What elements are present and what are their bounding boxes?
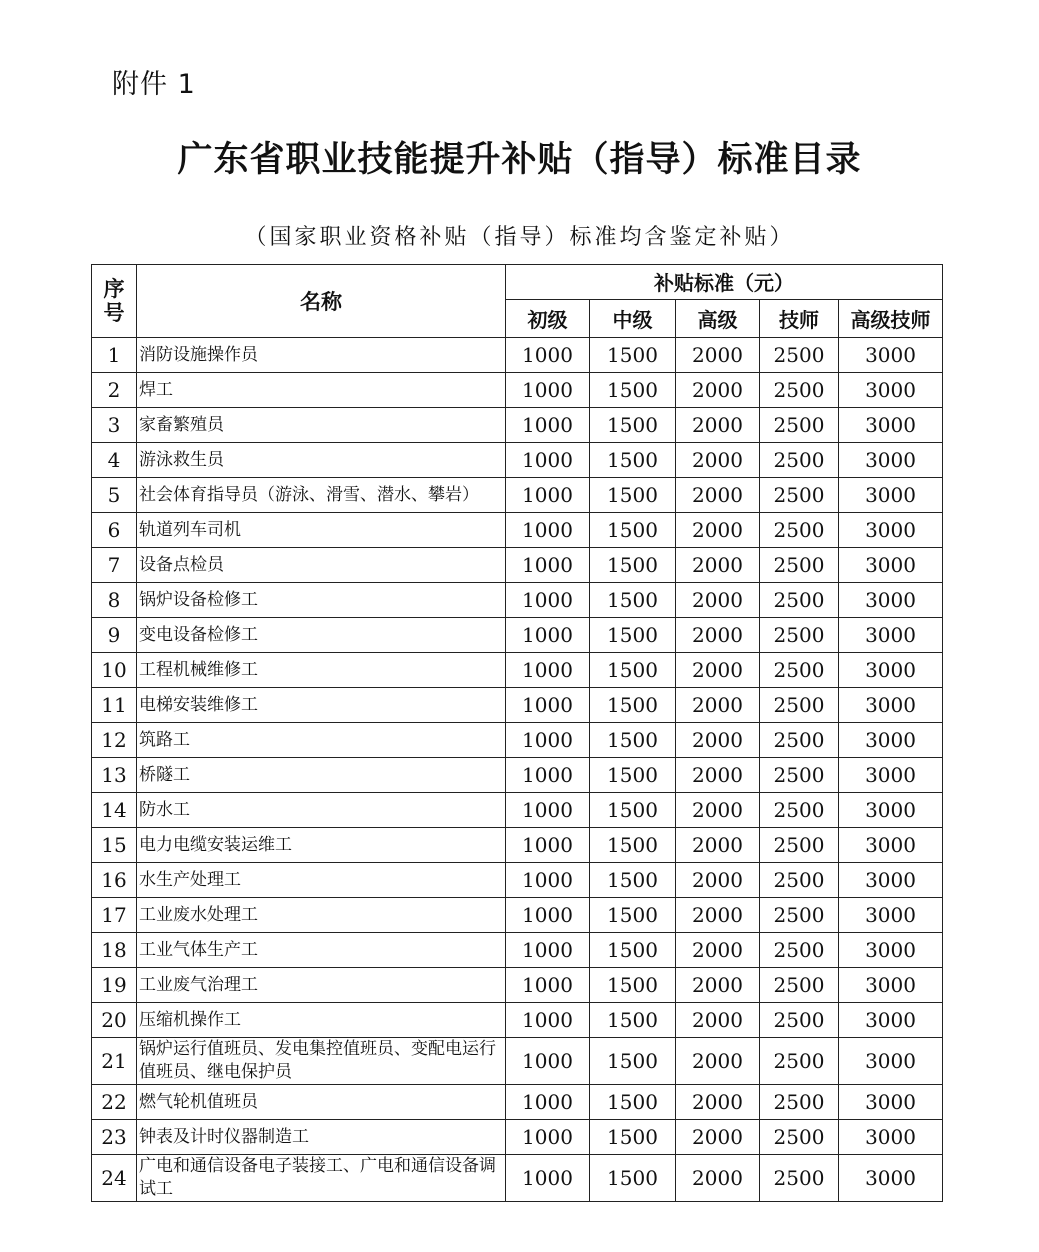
row-value-senior-technician: 3000 bbox=[839, 513, 943, 548]
row-name: 桥隧工 bbox=[137, 758, 506, 793]
row-seq: 17 bbox=[92, 898, 137, 933]
row-value-intermediate: 1500 bbox=[590, 653, 676, 688]
row-value-technician: 2500 bbox=[760, 968, 839, 1003]
row-value-intermediate: 1500 bbox=[590, 373, 676, 408]
row-name: 燃气轮机值班员 bbox=[137, 1085, 506, 1120]
row-value-senior: 2000 bbox=[676, 863, 760, 898]
row-value-intermediate: 1500 bbox=[590, 828, 676, 863]
row-value-intermediate: 1500 bbox=[590, 1120, 676, 1155]
row-value-senior-technician: 3000 bbox=[839, 793, 943, 828]
row-value-senior: 2000 bbox=[676, 653, 760, 688]
row-value-junior: 1000 bbox=[506, 933, 590, 968]
row-value-senior-technician: 3000 bbox=[839, 1120, 943, 1155]
table-row bbox=[92, 758, 943, 793]
row-value-senior-technician: 3000 bbox=[839, 443, 943, 478]
row-value-junior: 1000 bbox=[506, 373, 590, 408]
row-seq: 23 bbox=[92, 1120, 137, 1155]
row-value-technician: 2500 bbox=[760, 338, 839, 373]
row-value-intermediate: 1500 bbox=[590, 898, 676, 933]
row-value-senior-technician: 3000 bbox=[839, 1155, 943, 1202]
row-value-senior-technician: 3000 bbox=[839, 373, 943, 408]
row-value-intermediate: 1500 bbox=[590, 758, 676, 793]
row-name: 游泳救生员 bbox=[137, 443, 506, 478]
row-value-junior: 1000 bbox=[506, 1155, 590, 1202]
row-value-senior: 2000 bbox=[676, 1003, 760, 1038]
table-row bbox=[92, 793, 943, 828]
row-value-senior-technician: 3000 bbox=[839, 408, 943, 443]
row-value-senior-technician: 3000 bbox=[839, 828, 943, 863]
row-value-intermediate: 1500 bbox=[590, 723, 676, 758]
table-row bbox=[92, 898, 943, 933]
row-value-technician: 2500 bbox=[760, 758, 839, 793]
row-value-intermediate: 1500 bbox=[590, 1003, 676, 1038]
row-name: 工业废水处理工 bbox=[137, 898, 506, 933]
row-seq: 20 bbox=[92, 1003, 137, 1038]
row-value-technician: 2500 bbox=[760, 828, 839, 863]
row-value-junior: 1000 bbox=[506, 618, 590, 653]
row-value-junior: 1000 bbox=[506, 513, 590, 548]
row-value-senior-technician: 3000 bbox=[839, 723, 943, 758]
header-seq bbox=[92, 265, 137, 338]
row-value-senior: 2000 bbox=[676, 618, 760, 653]
document-subtitle: （国家职业资格补贴（指导）标准均含鉴定补贴） bbox=[244, 225, 795, 250]
table-row bbox=[92, 1085, 943, 1120]
row-seq: 7 bbox=[92, 548, 137, 583]
row-name: 焊工 bbox=[137, 373, 506, 408]
table-row bbox=[92, 478, 943, 513]
row-value-technician: 2500 bbox=[760, 1003, 839, 1038]
row-value-intermediate: 1500 bbox=[590, 933, 676, 968]
row-value-junior: 1000 bbox=[506, 583, 590, 618]
row-seq: 16 bbox=[92, 863, 137, 898]
row-value-junior: 1000 bbox=[506, 1003, 590, 1038]
row-seq: 8 bbox=[92, 583, 137, 618]
table-row bbox=[92, 828, 943, 863]
table-row bbox=[92, 373, 943, 408]
row-value-technician: 2500 bbox=[760, 513, 839, 548]
row-value-senior-technician: 3000 bbox=[839, 583, 943, 618]
table-row bbox=[92, 688, 943, 723]
row-value-senior-technician: 3000 bbox=[839, 548, 943, 583]
row-name: 工业气体生产工 bbox=[137, 933, 506, 968]
row-value-senior: 2000 bbox=[676, 828, 760, 863]
row-value-senior-technician: 3000 bbox=[839, 1003, 943, 1038]
row-value-technician: 2500 bbox=[760, 653, 839, 688]
row-value-intermediate: 1500 bbox=[590, 1038, 676, 1085]
table-header bbox=[92, 265, 943, 338]
row-seq: 21 bbox=[92, 1038, 137, 1085]
table-row bbox=[92, 968, 943, 1003]
row-value-junior: 1000 bbox=[506, 408, 590, 443]
header-name: 名称 bbox=[137, 265, 506, 338]
row-value-intermediate: 1500 bbox=[590, 618, 676, 653]
row-value-technician: 2500 bbox=[760, 793, 839, 828]
row-value-junior: 1000 bbox=[506, 863, 590, 898]
row-seq: 13 bbox=[92, 758, 137, 793]
table-row bbox=[92, 1155, 943, 1202]
row-name: 锅炉运行值班员、发电集控值班员、变配电运行值班员、继电保护员 bbox=[137, 1038, 506, 1085]
row-value-technician: 2500 bbox=[760, 688, 839, 723]
row-value-senior: 2000 bbox=[676, 1038, 760, 1085]
row-value-junior: 1000 bbox=[506, 653, 590, 688]
row-value-junior: 1000 bbox=[506, 723, 590, 758]
row-value-junior: 1000 bbox=[506, 688, 590, 723]
table-row bbox=[92, 863, 943, 898]
row-value-senior-technician: 3000 bbox=[839, 338, 943, 373]
row-seq: 2 bbox=[92, 373, 137, 408]
row-value-junior: 1000 bbox=[506, 758, 590, 793]
row-value-intermediate: 1500 bbox=[590, 1085, 676, 1120]
row-value-technician: 2500 bbox=[760, 443, 839, 478]
row-value-senior-technician: 3000 bbox=[839, 898, 943, 933]
row-value-intermediate: 1500 bbox=[590, 548, 676, 583]
row-value-intermediate: 1500 bbox=[590, 513, 676, 548]
row-value-intermediate: 1500 bbox=[590, 793, 676, 828]
row-value-junior: 1000 bbox=[506, 1038, 590, 1085]
header-level-junior: 初级 bbox=[506, 299, 590, 337]
row-seq: 1 bbox=[92, 338, 137, 373]
row-seq: 15 bbox=[92, 828, 137, 863]
row-value-senior-technician: 3000 bbox=[839, 688, 943, 723]
row-value-junior: 1000 bbox=[506, 548, 590, 583]
row-value-senior: 2000 bbox=[676, 443, 760, 478]
row-value-senior-technician: 3000 bbox=[839, 863, 943, 898]
row-value-technician: 2500 bbox=[760, 1120, 839, 1155]
table-row bbox=[92, 723, 943, 758]
table-row bbox=[92, 548, 943, 583]
row-name: 家畜繁殖员 bbox=[137, 408, 506, 443]
row-value-intermediate: 1500 bbox=[590, 478, 676, 513]
row-value-junior: 1000 bbox=[506, 1085, 590, 1120]
row-value-junior: 1000 bbox=[506, 828, 590, 863]
table-row bbox=[92, 653, 943, 688]
row-value-senior: 2000 bbox=[676, 583, 760, 618]
row-value-intermediate: 1500 bbox=[590, 583, 676, 618]
table-row bbox=[92, 338, 943, 373]
row-value-technician: 2500 bbox=[760, 373, 839, 408]
row-value-senior: 2000 bbox=[676, 478, 760, 513]
table-row bbox=[92, 443, 943, 478]
row-name: 变电设备检修工 bbox=[137, 618, 506, 653]
row-value-junior: 1000 bbox=[506, 443, 590, 478]
row-value-senior: 2000 bbox=[676, 373, 760, 408]
row-value-senior-technician: 3000 bbox=[839, 1085, 943, 1120]
row-value-senior: 2000 bbox=[676, 758, 760, 793]
subsidy-table bbox=[91, 264, 943, 1202]
row-value-technician: 2500 bbox=[760, 933, 839, 968]
row-seq: 22 bbox=[92, 1085, 137, 1120]
row-value-junior: 1000 bbox=[506, 1120, 590, 1155]
row-name: 广电和通信设备电子装接工、广电和通信设备调试工 bbox=[137, 1155, 506, 1202]
row-value-intermediate: 1500 bbox=[590, 408, 676, 443]
row-value-senior: 2000 bbox=[676, 1085, 760, 1120]
header-level-senior-technician: 高级技师 bbox=[839, 299, 943, 337]
row-value-technician: 2500 bbox=[760, 863, 839, 898]
row-value-technician: 2500 bbox=[760, 723, 839, 758]
row-value-senior-technician: 3000 bbox=[839, 968, 943, 1003]
header-level-technician: 技师 bbox=[760, 299, 839, 337]
row-seq: 12 bbox=[92, 723, 137, 758]
row-value-senior: 2000 bbox=[676, 688, 760, 723]
row-name: 社会体育指导员（游泳、滑雪、潜水、攀岩） bbox=[137, 478, 506, 513]
row-value-intermediate: 1500 bbox=[590, 338, 676, 373]
row-seq: 6 bbox=[92, 513, 137, 548]
row-name: 锅炉设备检修工 bbox=[137, 583, 506, 618]
row-value-technician: 2500 bbox=[760, 618, 839, 653]
row-value-senior: 2000 bbox=[676, 548, 760, 583]
row-name: 压缩机操作工 bbox=[137, 1003, 506, 1038]
row-value-intermediate: 1500 bbox=[590, 1155, 676, 1202]
row-value-senior: 2000 bbox=[676, 1120, 760, 1155]
header-level-intermediate: 中级 bbox=[590, 299, 676, 337]
row-value-senior-technician: 3000 bbox=[839, 618, 943, 653]
table-row bbox=[92, 1003, 943, 1038]
row-value-senior-technician: 3000 bbox=[839, 933, 943, 968]
row-value-technician: 2500 bbox=[760, 408, 839, 443]
row-name: 防水工 bbox=[137, 793, 506, 828]
row-value-senior: 2000 bbox=[676, 513, 760, 548]
row-value-junior: 1000 bbox=[506, 793, 590, 828]
row-value-technician: 2500 bbox=[760, 1155, 839, 1202]
row-seq: 10 bbox=[92, 653, 137, 688]
table-row bbox=[92, 618, 943, 653]
row-name: 工业废气治理工 bbox=[137, 968, 506, 1003]
table-row bbox=[92, 513, 943, 548]
row-value-senior-technician: 3000 bbox=[839, 1038, 943, 1085]
row-value-technician: 2500 bbox=[760, 583, 839, 618]
row-seq: 5 bbox=[92, 478, 137, 513]
table-row bbox=[92, 1038, 943, 1085]
row-value-senior-technician: 3000 bbox=[839, 758, 943, 793]
row-seq: 18 bbox=[92, 933, 137, 968]
row-name: 电力电缆安装运维工 bbox=[137, 828, 506, 863]
table-row bbox=[92, 1120, 943, 1155]
row-value-junior: 1000 bbox=[506, 338, 590, 373]
row-value-senior: 2000 bbox=[676, 408, 760, 443]
row-value-technician: 2500 bbox=[760, 478, 839, 513]
row-value-intermediate: 1500 bbox=[590, 968, 676, 1003]
table-body bbox=[92, 338, 943, 1202]
row-value-senior: 2000 bbox=[676, 793, 760, 828]
row-value-technician: 2500 bbox=[760, 1085, 839, 1120]
row-name: 钟表及计时仪器制造工 bbox=[137, 1120, 506, 1155]
row-value-technician: 2500 bbox=[760, 1038, 839, 1085]
row-value-junior: 1000 bbox=[506, 898, 590, 933]
row-seq: 24 bbox=[92, 1155, 137, 1202]
row-value-intermediate: 1500 bbox=[590, 863, 676, 898]
row-value-senior-technician: 3000 bbox=[839, 478, 943, 513]
document-title: 广东省职业技能提升补贴（指导）标准目录 bbox=[177, 140, 862, 180]
row-name: 消防设施操作员 bbox=[137, 338, 506, 373]
attachment-label: 附件 1 bbox=[112, 69, 196, 100]
table-row bbox=[92, 933, 943, 968]
row-value-senior: 2000 bbox=[676, 1155, 760, 1202]
row-value-intermediate: 1500 bbox=[590, 688, 676, 723]
row-value-intermediate: 1500 bbox=[590, 443, 676, 478]
row-value-senior: 2000 bbox=[676, 968, 760, 1003]
row-value-technician: 2500 bbox=[760, 548, 839, 583]
row-seq: 11 bbox=[92, 688, 137, 723]
row-value-senior: 2000 bbox=[676, 723, 760, 758]
row-seq: 19 bbox=[92, 968, 137, 1003]
row-seq: 9 bbox=[92, 618, 137, 653]
row-value-senior: 2000 bbox=[676, 898, 760, 933]
row-value-senior: 2000 bbox=[676, 338, 760, 373]
row-name: 电梯安装维修工 bbox=[137, 688, 506, 723]
header-subsidy-standard: 补贴标准（元） bbox=[506, 265, 943, 300]
row-name: 水生产处理工 bbox=[137, 863, 506, 898]
row-value-technician: 2500 bbox=[760, 898, 839, 933]
row-seq: 3 bbox=[92, 408, 137, 443]
row-name: 筑路工 bbox=[137, 723, 506, 758]
header-level-senior: 高级 bbox=[676, 299, 760, 337]
row-name: 设备点检员 bbox=[137, 548, 506, 583]
row-name: 工程机械维修工 bbox=[137, 653, 506, 688]
row-value-senior-technician: 3000 bbox=[839, 653, 943, 688]
table-row bbox=[92, 408, 943, 443]
row-name: 轨道列车司机 bbox=[137, 513, 506, 548]
row-value-junior: 1000 bbox=[506, 968, 590, 1003]
header-seq-label: 序 号 bbox=[103, 277, 125, 325]
row-seq: 14 bbox=[92, 793, 137, 828]
row-seq: 4 bbox=[92, 443, 137, 478]
row-value-junior: 1000 bbox=[506, 478, 590, 513]
row-value-senior: 2000 bbox=[676, 933, 760, 968]
table-row bbox=[92, 583, 943, 618]
